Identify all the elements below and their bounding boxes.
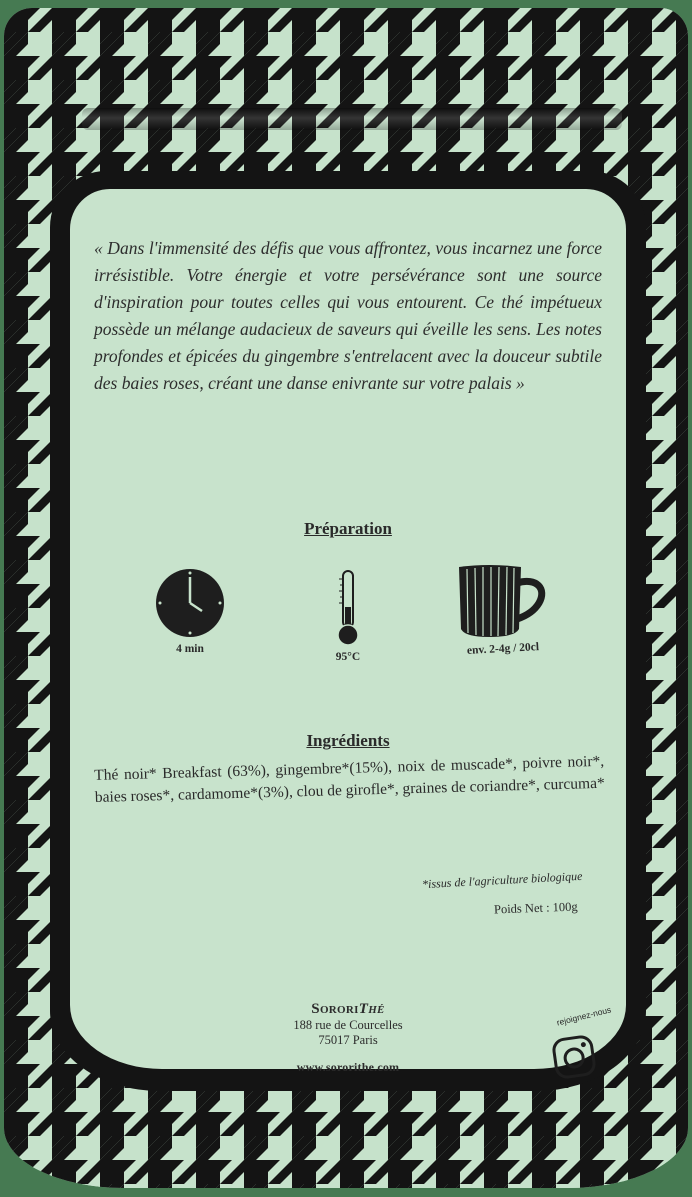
clock-icon: [154, 567, 226, 639]
brand-logo: [70, 1001, 626, 1018]
prep-temperature: [318, 569, 378, 663]
mug-icon: [455, 563, 551, 639]
ingredients-list: Thé noir* Breakfast (63%), gingembre*(15%), noix de muscade*, poivre noir*, baies roses*, cardamome*(3%), clou de girofle*, graines de coriandre*, curcuma*: [94, 752, 605, 806]
preparation-title: Préparation: [304, 519, 392, 538]
website-link[interactable]: www.sororithe.com: [296, 1060, 400, 1074]
ingredients-title: Ingrédients: [306, 731, 390, 750]
zipper-seal: [82, 108, 622, 130]
product-quote: « Dans l'immensité des défis que vous affrontez, vous incarnez une force irrésistible. Votre énergie et votre persévérance sont une source d'inspiration pour toutes celles qui vous entourent. Ce thé impétueux possède un mélange audacieux de saveurs qui éveille les sens. Les notes profondes et épicées du gingembre s'entrelacent avec la douceur subtile des baies roses, créant une danse enivrante sur votre palais »: [94, 238, 602, 393]
instagram-icon: [549, 1032, 599, 1082]
brand-name-part1: Sorori: [311, 1001, 359, 1017]
address-line2: 75017 Paris: [318, 1033, 378, 1047]
prep-dosage-label: env. 2-4g / 20cl: [466, 641, 540, 657]
organic-note: *issus de l'agriculture biologique: [421, 868, 583, 892]
prep-dosage: [448, 563, 558, 655]
instagram-label: rejoignez-nous: [555, 1004, 613, 1028]
prep-time-label: 4 min: [176, 643, 204, 655]
prep-temperature-label: 95°C: [335, 651, 361, 663]
tea-pouch: [4, 8, 688, 1188]
brand-block: [70, 1001, 626, 1075]
label-frame: [50, 171, 646, 1091]
prep-time: [150, 567, 230, 655]
brand-name-part2: Thé: [358, 1001, 385, 1017]
address-line1: 188 rue de Courcelles: [293, 1018, 403, 1032]
thermometer-icon: [334, 569, 362, 647]
label-panel: [70, 189, 626, 1074]
net-weight: Poids Net : 100g: [494, 899, 579, 917]
instagram-badge[interactable]: [548, 1004, 618, 1089]
